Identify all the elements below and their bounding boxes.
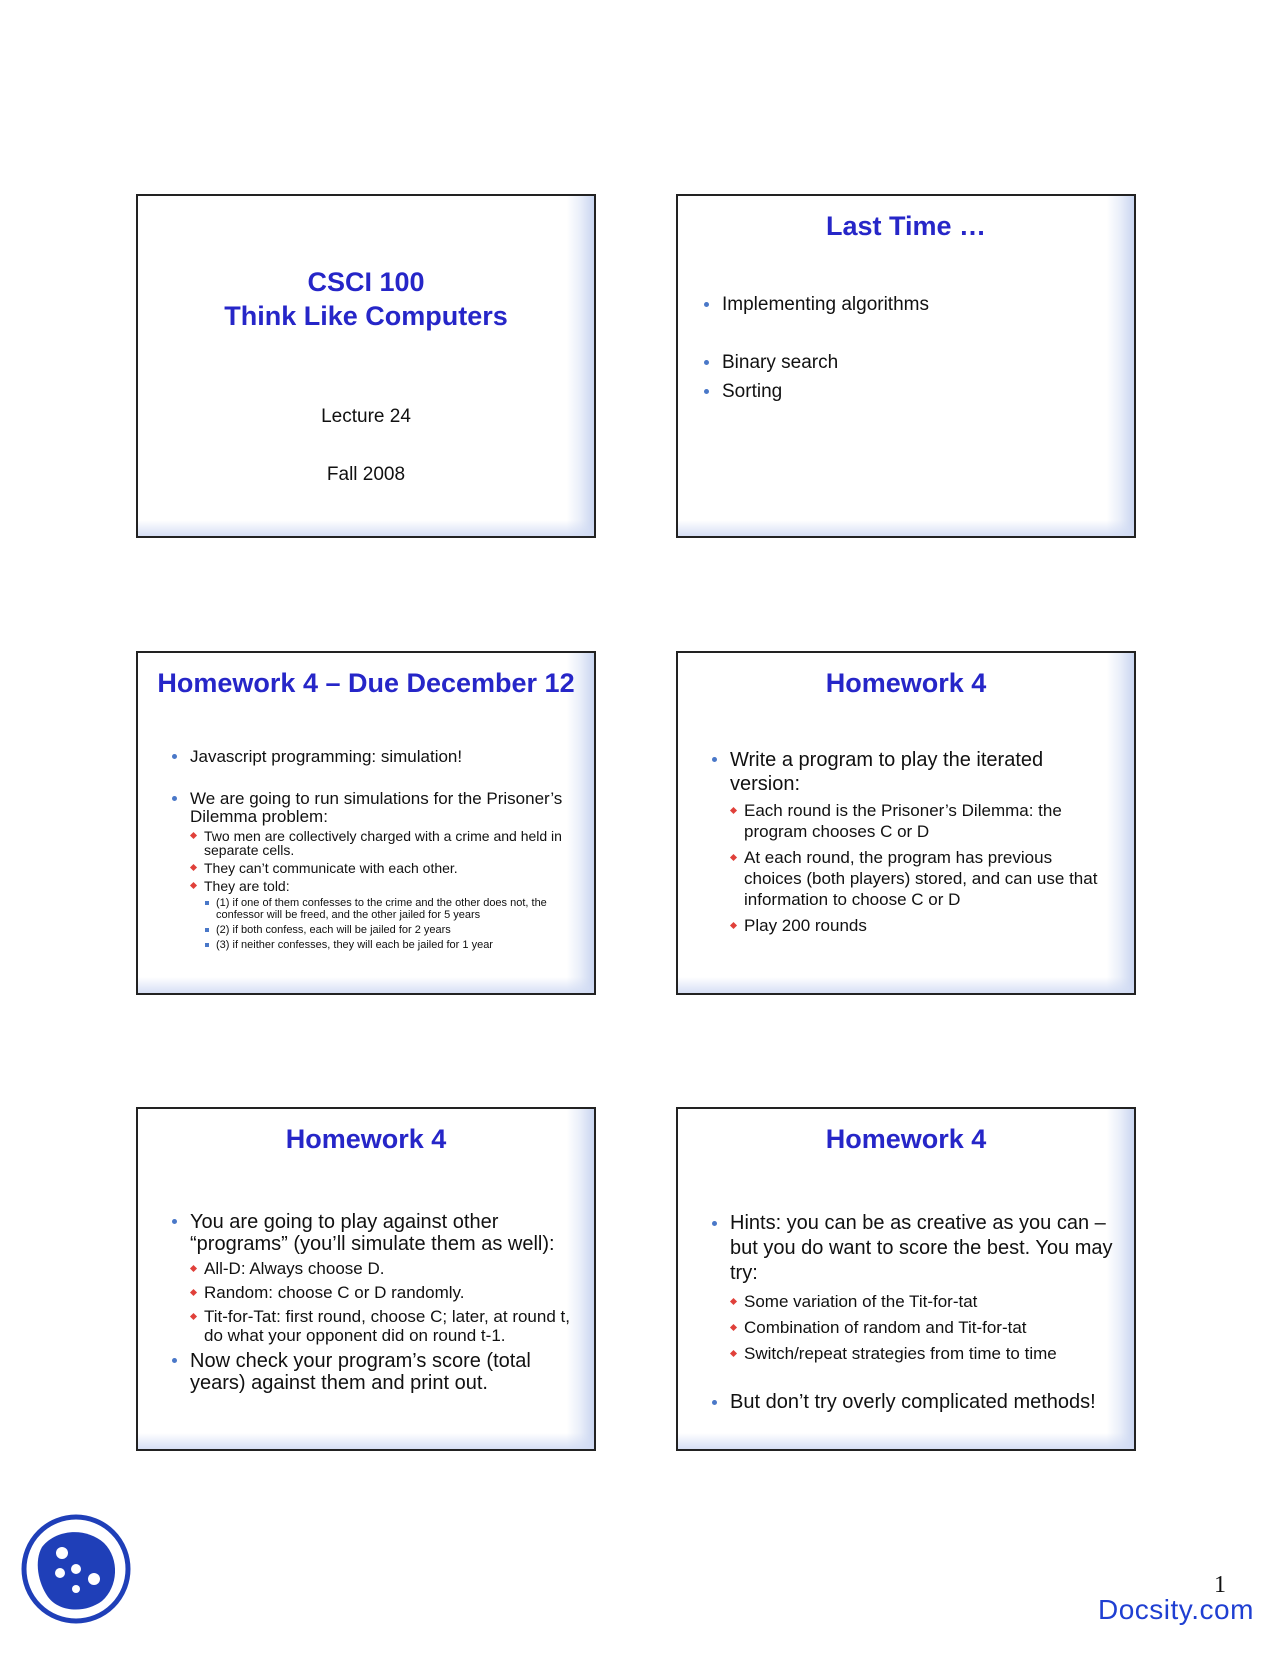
list-item-text: You are going to play against other “programs” (you’ll simulate them as well): [190, 1211, 555, 1255]
nested-list-item: (2) if both confess, each will be jailed for 2 years [204, 924, 580, 936]
sub-list-item: Each round is the Prisoner’s Dilemma: the program chooses C or D [730, 800, 1104, 842]
brand-link[interactable]: Docsity.com [1098, 1594, 1254, 1625]
slide-homework-opponents [136, 1107, 596, 1451]
sub-list [730, 800, 1104, 936]
list-item [712, 1211, 1120, 1364]
course-code: CSCI 100 [307, 267, 425, 297]
slide-heading: Homework 4 [825, 668, 987, 698]
bullet-list [172, 748, 580, 955]
sub-list-item [190, 879, 580, 951]
sub-list-item: Tit-for-Tat: first round, choose C; later, at round t, do what your opponent did on round t-1. [190, 1307, 572, 1345]
slide-heading: Homework 4 [285, 1124, 447, 1154]
slide-heading: Homework 4 – Due December 12 [157, 668, 575, 698]
slide-homework-due [136, 651, 596, 995]
sub-list-item: Switch/repeat strategies from time to time [730, 1343, 1120, 1364]
list-item: Sorting [704, 381, 929, 403]
bullet-list [712, 1211, 1120, 1415]
list-item-text: Write a program to play the iterated version: [730, 749, 1044, 795]
bullet-list [172, 1211, 572, 1394]
list-item [172, 1211, 572, 1345]
sub-list-item: Two men are collectively charged with a crime and held in separate cells. [190, 829, 580, 857]
list-item [172, 748, 580, 766]
sub-list-item-text: They are told: [204, 878, 290, 894]
list-item-text: Hints: you can be as creative as you can – but you do want to score the best. You may try: [730, 1212, 1113, 1284]
list-item-text: Javascript programming: simulation! [190, 747, 463, 766]
sub-list [190, 829, 580, 951]
sub-list-item: Some variation of the Tit-for-tat [730, 1291, 1120, 1312]
slide-heading: Last Time … [825, 211, 987, 241]
term: Fall 2008 [326, 464, 406, 485]
docsity-logo-icon[interactable] [20, 1513, 132, 1625]
slide-homework-iterated [676, 651, 1136, 995]
sub-list-item: All-D: Always choose D. [190, 1259, 572, 1278]
list-item: Binary search [704, 352, 929, 374]
sub-list-item: At each round, the program has previous choices (both players) stored, and can use that information to choose C or D [730, 847, 1104, 910]
sub-list-item: Play 200 rounds [730, 915, 1104, 936]
course-title: Think Like Computers [224, 301, 508, 331]
nested-list-item: (3) if neither confesses, they will each be jailed for 1 year [204, 939, 580, 951]
bullet-list [712, 748, 1104, 941]
slide-last-time [676, 194, 1136, 538]
list-item [172, 790, 580, 951]
list-item-text: We are going to run simulations for the Prisoner’s Dilemma problem: [190, 789, 563, 826]
slide-homework-hints [676, 1107, 1136, 1451]
lecture-number: Lecture 24 [321, 406, 411, 427]
page-number: 1 [1214, 1572, 1226, 1598]
list-item: But don’t try overly complicated methods! [712, 1390, 1120, 1415]
sub-list [190, 1259, 572, 1345]
list-item: Now check your program’s score (total years) against them and print out. [172, 1350, 572, 1394]
nested-list-item: (1) if one of them confesses to the crime and the other does not, the confessor will be freed, and the other jailed for 5 years [204, 897, 580, 921]
slide-title [136, 194, 596, 538]
list-item: Implementing algorithms [704, 294, 929, 316]
sub-list-item: Combination of random and Tit-for-tat [730, 1317, 1120, 1338]
nested-list [204, 897, 580, 951]
slide-heading: Homework 4 [825, 1124, 987, 1154]
sub-list [730, 1291, 1120, 1364]
list-item [712, 748, 1104, 936]
bullet-list [704, 294, 929, 403]
sub-list-item: Random: choose C or D randomly. [190, 1283, 572, 1302]
sub-list-item: They can’t communicate with each other. [190, 861, 580, 875]
